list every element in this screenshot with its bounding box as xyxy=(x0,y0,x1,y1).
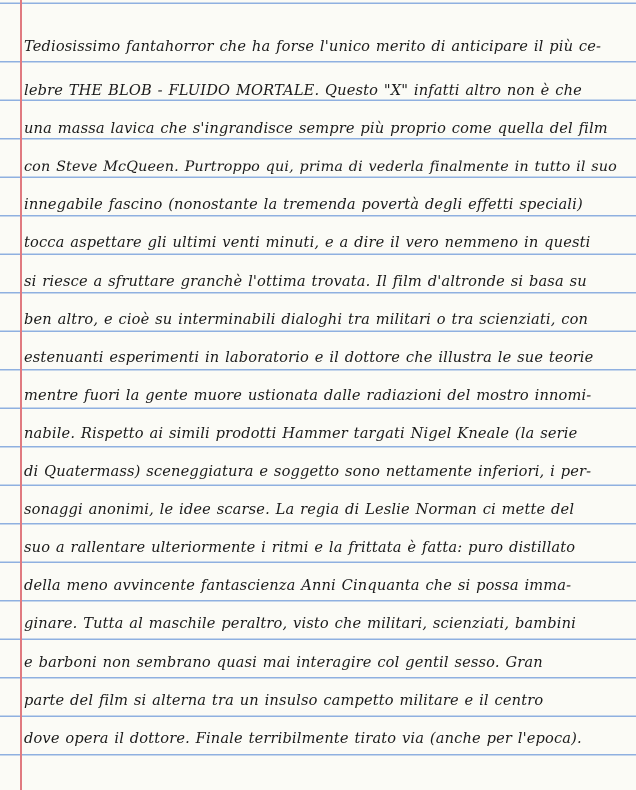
text-line-17: e barboni non sembrano quasi mai interagire col gentil sesso. Gran xyxy=(24,653,543,671)
text-line-14: suo a rallentare ulteriormente i ritmi e la frittata è fatta: puro distillato xyxy=(24,539,576,557)
text-line-4: con Steve McQueen. Purtroppo qui, prima di vederla finalmente in tutto il suo xyxy=(24,159,617,176)
text-line-15: della meno avvincente fantascienza Anni Cinquanta che si possa imma- xyxy=(24,577,572,595)
handwritten-review-text xyxy=(24,34,624,758)
margin-line xyxy=(20,0,22,790)
text-line-3: una massa lavica che s'ingrandisce sempre più proprio come quella del film xyxy=(24,120,608,138)
text-line-19: dove opera il dottore. Finale terribilmente tirato via (anche per l'epoca). xyxy=(24,729,582,747)
text-line-7: si riesce a sfruttare granchè l'ottima trovata. Il film d'altronde si basa su xyxy=(24,272,587,290)
text-line-10: mentre fuori la gente muore ustionata dalle radiazioni del mostro innomi- xyxy=(24,386,592,404)
text-line-18: parte del film si alterna tra un insulso campetto militare e il centro xyxy=(24,691,544,709)
text-line-6: tocca aspettare gli ultimi venti minuti, e a dire il vero nemmeno in questi xyxy=(24,234,591,252)
text-line-1: Tediosissimo fantahorror che ha forse l'unico merito di anticipare il più ce- xyxy=(24,38,602,55)
text-line-9: estenuanti esperimenti in laboratorio e il dottore che illustra le sue teorie xyxy=(24,348,594,366)
text-line-16: ginare. Tutta al maschile peraltro, visto che militari, scienziati, bambini xyxy=(24,615,576,633)
text-line-12: di Quatermass) sceneggiatura e soggetto sono nettamente inferiori, i per- xyxy=(24,463,592,481)
text-line-2: lebre THE BLOB - FLUIDO MORTALE. Questo "X" infatti altro non è che xyxy=(24,82,582,100)
text-line-13: sonaggi anonimi, le idee scarse. La regia di Leslie Norman ci mette del xyxy=(24,501,575,519)
text-line-11: nabile. Rispetto ai simili prodotti Hammer targati Nigel Kneale (la serie xyxy=(24,424,578,442)
text-line-5: innegabile fascino (nonostante la tremenda povertà degli effetti speciali) xyxy=(24,196,583,214)
text-line-8: ben altro, e cioè su interminabili dialoghi tra militari o tra scienziati, con xyxy=(24,310,589,328)
